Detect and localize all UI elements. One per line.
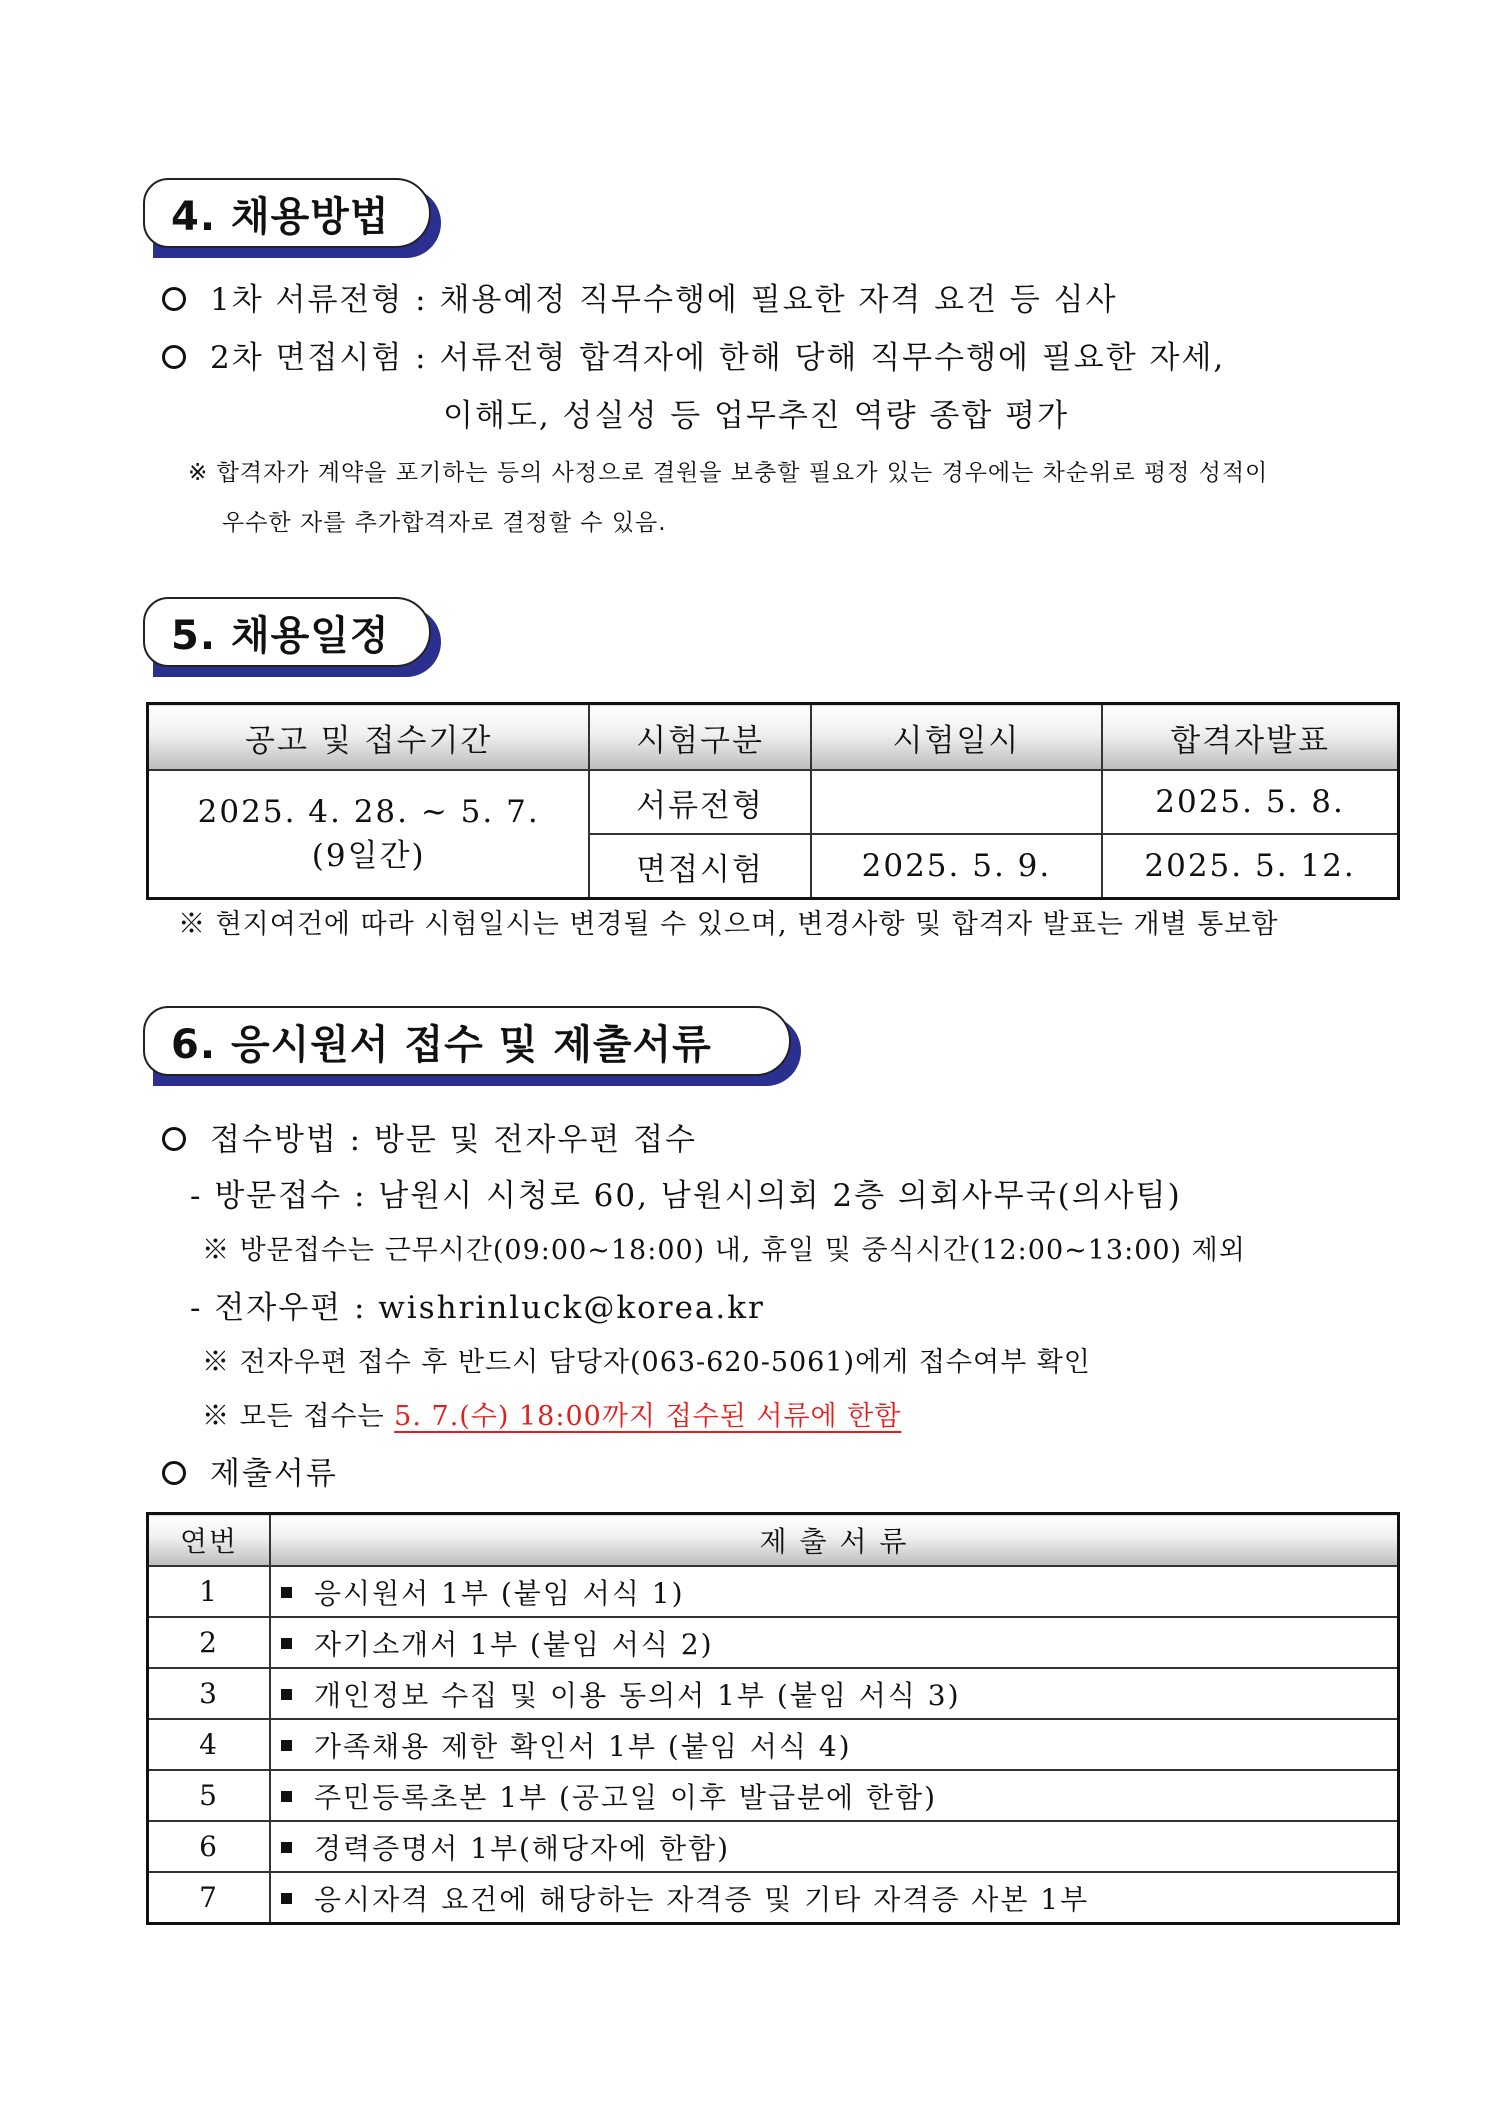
table-row: 5 주민등록초본 1부 (공고일 이후 발급분에 한함)	[148, 1770, 1399, 1821]
schedule-header-period: 공고 및 접수기간	[148, 704, 590, 771]
schedule-period-cell	[148, 770, 590, 899]
table-row: 3 개인정보 수집 및 이용 동의서 1부 (붙임 서식 3)	[148, 1668, 1399, 1719]
schedule-header-type: 시험구분	[589, 704, 810, 771]
circle-bullet-icon	[162, 1461, 186, 1485]
section-6-header	[143, 1006, 791, 1076]
circle-bullet-icon	[162, 1127, 186, 1151]
circle-bullet-icon	[162, 345, 186, 369]
square-bullet-icon	[281, 1791, 292, 1802]
schedule-period: 2025. 4. 28. ~ 5. 7.	[197, 793, 540, 830]
table-row: 4 가족채용 제한 확인서 1부 (붙임 서식 4)	[148, 1719, 1399, 1770]
documents-header-no: 연번	[148, 1514, 271, 1567]
square-bullet-icon	[281, 1689, 292, 1700]
circle-bullet-icon	[162, 287, 186, 311]
method-item-2: 2차 면접시험 : 서류전형 합격자에 한해 당해 직무수행에 필요한 자세,	[162, 332, 1225, 377]
schedule-period-days: (9일간)	[311, 837, 426, 874]
section-5-title: 5. 채용일정	[143, 597, 431, 667]
table-row: 1 응시원서 1부 (붙임 서식 1)	[148, 1566, 1399, 1617]
table-row: 6 경력증명서 1부(해당자에 한함)	[148, 1821, 1399, 1872]
section-4-note-line2: 우수한 자를 추가합격자로 결정할 수 있음.	[222, 510, 667, 536]
schedule-header-date: 시험일시	[811, 704, 1102, 771]
schedule-table	[146, 702, 1400, 900]
square-bullet-icon	[281, 1740, 292, 1751]
docs-label-line: 제출서류	[162, 1448, 338, 1493]
method-item-2-cont: 이해도, 성실성 등 업무추진 역량 종합 평가	[443, 398, 1070, 434]
section-4-note-line1: ※ 합격자가 계약을 포기하는 등의 사정으로 결원을 보충할 필요가 있는 경우에는 차순위로 평정 성적이	[188, 460, 1269, 486]
schedule-announce: 2025. 5. 8.	[1102, 770, 1398, 834]
section-6-title: 6. 응시원서 접수 및 제출서류	[143, 1006, 791, 1076]
visit-line: - 방문접수 : 남원시 시청로 60, 남원시의회 2층 의회사무국(의사팀)	[190, 1178, 1182, 1214]
schedule-header-row	[148, 704, 1399, 771]
schedule-row	[148, 770, 1399, 834]
square-bullet-icon	[281, 1587, 292, 1598]
table-row: 7 응시자격 요건에 해당하는 자격증 및 기타 자격증 사본 1부	[148, 1872, 1399, 1924]
schedule-date: 2025. 5. 9.	[811, 834, 1102, 899]
schedule-type: 서류전형	[589, 770, 810, 834]
documents-table	[146, 1512, 1400, 1925]
section-4-header	[143, 178, 431, 248]
square-bullet-icon	[281, 1842, 292, 1853]
section-4-title: 4. 채용방법	[143, 178, 431, 248]
method-item-1: 1차 서류전형 : 채용예정 직무수행에 필요한 자격 요건 등 심사	[162, 274, 1118, 319]
schedule-type: 면접시험	[589, 834, 810, 899]
documents-header-name: 제 출 서 류	[270, 1514, 1399, 1567]
schedule-announce: 2025. 5. 12.	[1102, 834, 1398, 899]
square-bullet-icon	[281, 1638, 292, 1649]
table-row: 2 자기소개서 1부 (붙임 서식 2)	[148, 1617, 1399, 1668]
section-5-note: ※ 현지여건에 따라 시험일시는 변경될 수 있으며, 변경사항 및 합격자 발표는 개별 통보함	[178, 909, 1279, 940]
method-line: 접수방법 : 방문 및 전자우편 접수	[162, 1114, 697, 1159]
email-note: ※ 전자우편 접수 후 반드시 담당자(063-620-5061)에게 접수여부 확인	[202, 1347, 1091, 1378]
schedule-date	[811, 770, 1102, 834]
square-bullet-icon	[281, 1893, 292, 1904]
deadline-highlight: 5. 7.(수) 18:00까지 접수된 서류에 한함	[394, 1401, 902, 1432]
documents-header-row	[148, 1514, 1399, 1567]
visit-note: ※ 방문접수는 근무시간(09:00~18:00) 내, 휴일 및 중식시간(12:00~13:00) 제외	[202, 1235, 1246, 1266]
section-5-header	[143, 597, 431, 667]
deadline-note: ※ 모든 접수는 5. 7.(수) 18:00까지 접수된 서류에 한함	[202, 1401, 902, 1432]
schedule-header-announce: 합격자발표	[1102, 704, 1398, 771]
email-line: - 전자우편 : wishrinluck@korea.kr	[190, 1290, 765, 1326]
